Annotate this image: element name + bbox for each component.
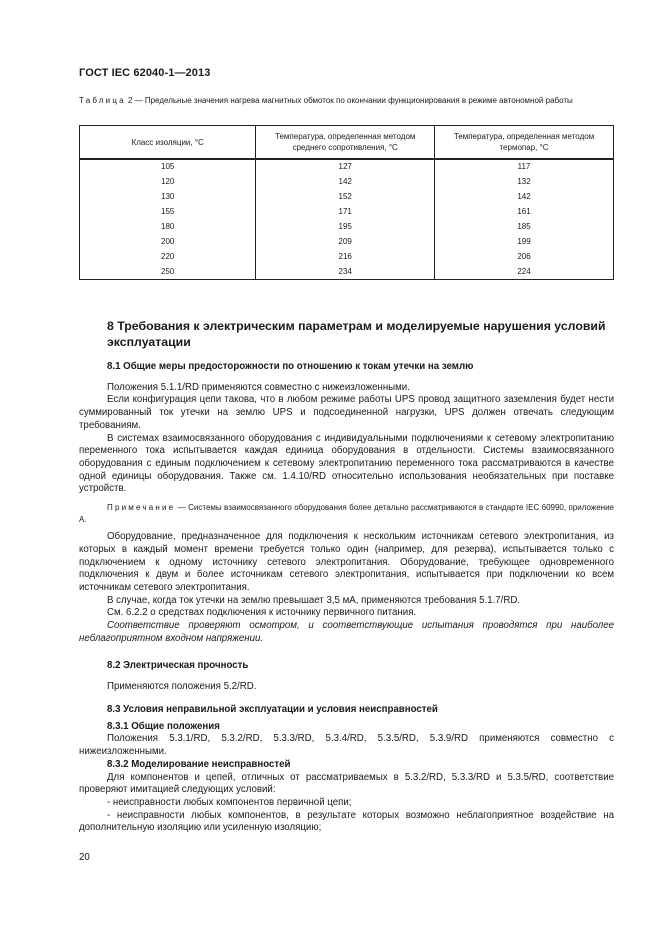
table-header-cell: Температура, определенная методом термопар, °С	[435, 126, 614, 160]
list-item: - неисправности любых компонентов, в результате которых возможно неблагоприятное воздействие на дополнительную изоляцию или усиленную изоляцию;	[79, 809, 614, 834]
table-header-row	[80, 126, 614, 160]
note-label: Примечание	[107, 503, 176, 513]
table-row	[80, 159, 614, 175]
table-caption-label: Таблица	[79, 96, 126, 105]
table-row	[80, 175, 614, 190]
table-row	[80, 190, 614, 205]
table-row	[80, 234, 614, 249]
table-cell: 161	[435, 205, 614, 220]
section-8-3-1-heading: 8.3.1 Общие положения	[107, 720, 220, 732]
paragraph: В системах взаимосвязанного оборудования с индивидуальными подключениями к сетевому электропитанию переменного тока испытывается каждая единица оборудования в отдельности. Системы взаимосвязанного оборудования с единым подключением к сетевому электропитанию переменного тока рассматриваются в качестве одной единицы оборудования. Также см. 1.4.10/RD относительно использования необязательных при поставке устройств.	[79, 432, 614, 495]
list-item: - неисправности любых компонентов первичной цепи;	[107, 796, 352, 808]
table-row	[80, 205, 614, 220]
table-cell: 105	[80, 159, 256, 175]
temperature-limits-table	[79, 125, 614, 280]
table-cell: 130	[80, 190, 256, 205]
table-header-cell: Класс изоляции, °С	[80, 126, 256, 160]
section-8-2	[79, 660, 614, 693]
table-cell: 199	[435, 234, 614, 249]
table-cell: 216	[256, 249, 435, 264]
section-8-2-heading: 8.2 Электрическая прочность	[107, 660, 249, 671]
table-cell: 142	[256, 175, 435, 190]
table-cell: 200	[80, 234, 256, 249]
table-row	[80, 264, 614, 279]
paragraph: Положения 5.1.1/RD применяются совместно с нижеизложенными.	[107, 381, 410, 393]
table-cell: 195	[256, 220, 435, 235]
table-cell: 152	[256, 190, 435, 205]
table-caption	[79, 95, 614, 107]
paragraph: В случае, когда ток утечки на землю превышает 3,5 мА, применяются требования 5.1.7/RD.	[107, 594, 521, 606]
table-caption-text: 2 — Предельные значения нагрева магнитных обмоток по окончании функционирования в режиме автономной работы	[125, 96, 573, 105]
paragraph: Применяются положения 5.2/RD.	[107, 680, 257, 692]
table-row	[80, 220, 614, 235]
table-cell: 132	[435, 175, 614, 190]
table-cell: 185	[435, 220, 614, 235]
note	[79, 502, 614, 525]
table-cell: 120	[80, 175, 256, 190]
section-8-3	[79, 704, 614, 835]
table-cell: 220	[80, 249, 256, 264]
table-cell: 180	[80, 220, 256, 235]
table-cell: 117	[435, 159, 614, 175]
table-cell: 171	[256, 205, 435, 220]
table-cell: 155	[80, 205, 256, 220]
compliance-statement: Соответствие проверяют осмотром, и соответствующие испытания проводятся при наиболее неблагоприятном входном напряжении.	[79, 620, 614, 644]
section-8-3-2-heading: 8.3.2 Моделирование неисправностей	[107, 758, 291, 770]
table-header-cell: Температура, определенная методом среднего сопротивления, °С	[256, 126, 435, 160]
standard-header: ГОСТ IEC 62040-1—2013	[79, 67, 211, 79]
section-8-1-heading: 8.1 Общие меры предосторожности по отношению к токам утечки на землю	[107, 361, 474, 372]
table-cell: 234	[256, 264, 435, 279]
paragraph: Для компонентов и цепей, отличных от рассматриваемых в 5.3.2/RD, 5.3.3/RD и 5.3.5/RD, соответствие проверяют имитацией следующих условий:	[79, 771, 614, 796]
note-text: — Системы взаимосвязанного оборудования более детально рассматриваются в стандарте IEC 60990, приложение А.	[79, 503, 614, 524]
paragraph: Оборудование, предназначенное для подключения к нескольким источникам сетевого электропитания, из которых в каждый момент времени требуется только один (например, для резерва), испытывается только с подключением к одному источнику сетевого электропитания. Оборудование, требующее одновременного подключения к двум и более источникам сетевого электропитания, испытывается при подключении ко всем источникам сетевого электропитания.	[79, 531, 614, 594]
paragraph: Положения 5.3.1/RD, 5.3.2/RD, 5.3.3/RD, 5.3.4/RD, 5.3.5/RD, 5.3.9/RD применяются совместно с нижеизложенными.	[79, 733, 614, 758]
paragraph: Если конфигурация цепи такова, что в любом режиме работы UPS провод защитного заземления будет нести суммированный ток утечки на землю UPS и подсоединенной нагрузки, UPS должен отвечать следующим требованиям.	[79, 394, 614, 431]
table-cell: 224	[435, 264, 614, 279]
table-cell: 209	[256, 234, 435, 249]
section-8-heading: 8 Требования к электрическим параметрам и моделируемые нарушения условий эксплуатации	[107, 319, 606, 349]
table-cell: 250	[80, 264, 256, 279]
table-cell: 127	[256, 159, 435, 175]
table-cell: 206	[435, 249, 614, 264]
section-8-3-heading: 8.3 Условия неправильной эксплуатации и условия неисправностей	[107, 704, 438, 715]
paragraph: См. 6.2.2 о средствах подключения к источнику первичного питания.	[107, 607, 417, 619]
table-cell: 142	[435, 190, 614, 205]
page-number: 20	[79, 852, 90, 863]
table-row	[80, 249, 614, 264]
section-8-1	[79, 361, 614, 646]
